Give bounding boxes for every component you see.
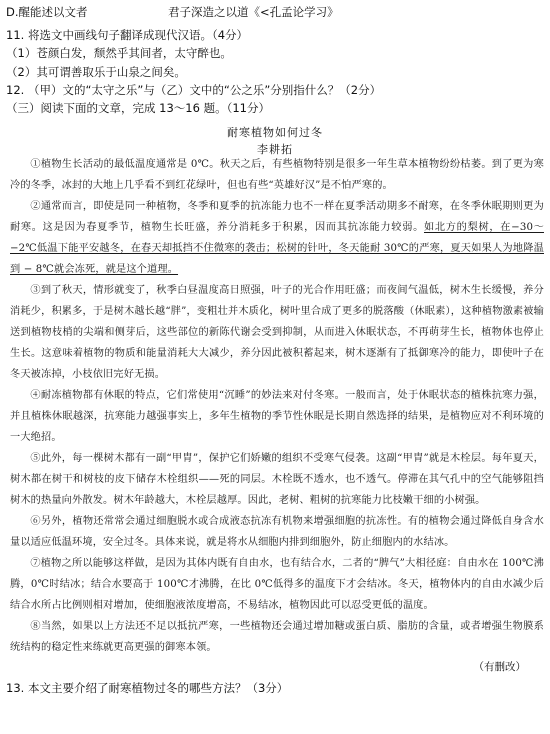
paragraph-5: ⑤此外，每一棵树木都有一副“甲胄”，保护它们娇嫩的组织不受寒气侵袭。这副“甲胄”就是木栓层。每年夏天，树木都在树干和树枝的皮下储存木栓组织——死的同层。木栓既不透水，也不透气。停滞在其气孔中的空气能够阻挡树木的热量向外散发。树木年龄越大，木栓层越厚。因此，老树、粗树的抗寒能力比枝嫩干细的小树强。 — [10, 453, 544, 506]
section-3-title: （三）阅读下面的文章，完成 13～16 题。（11分） — [6, 101, 270, 115]
option-d-line — [6, 4, 544, 20]
article-author: 李耕拓 — [257, 143, 293, 156]
paragraph-2-underlined: 如北方的梨树，在−30～−2℃低温下能平安越冬，在春天却抵挡不住微寒的袭击；松树的针叶，冬天能耐 30℃的严寒，夏天如果人为地降温到 − 8℃就会冻死，就是这个道理。 — [10, 222, 544, 275]
article-title: 耐寒植物如何过冬 — [227, 126, 323, 139]
question-13-title: 13. 本文主要介绍了耐寒植物过冬的哪些方法？（3分） — [6, 681, 289, 695]
edited-note: （有删改） — [473, 661, 526, 673]
paragraph-8: ⑧当然，如果以上方法还不足以抵抗严寒，一些植物还会通过增加糖或蛋白质、脂肪的含量，或者增强生物膜系统结构的稳定性来练就更高更强的御寒本领。 — [10, 621, 544, 653]
paragraph-2-text: ②通常而言，即使是同一种植物，冬季和夏季的抗冻能力也不一样在夏季活动期多不耐寒，在冬季休眠期则更为耐寒。这是因为春夏季节，植物生长旺盛，养分消耗多于积累，因而其抗冻能力较弱。 — [10, 201, 544, 233]
paragraph-7: ⑦植物之所以能够这样做，是因为其体内既有自由水，也有结合水，二者的“脾气”大相径庭：自由水在 100℃沸腾，0℃时结冰；结合水要高于 100℃才沸腾，在比 0℃低得多的温度下才会结冰。冬天，植物体内的自由水减少后结合水所占比例则相对增加，使细胞液浓度增高，不易结冰，植物因此可以忍受更低的温度。 — [10, 558, 544, 611]
paragraph-3: ③到了秋天，情形就变了，秋季白昼温度高日照强，叶子的光合作用旺盛；而夜间气温低，树木生长缓慢，养分消耗少，积累多，于是树木越长越“胖”，变粗壮并木质化，树叶里合成了更多的脱落酸（休眠素），这种植物激素被输送到植物枝梢的尖端和侧芽后，这些部位的新陈代谢会受到抑制，从而进入休眠状态，不再萌芽生长，植物体也停止生长。这意味着植物的物质和能量消耗大大减少，养分因此被积蓄起来，树木逐渐有了抵御寒冷的能力，即使叶子在冬天被冻掉，小枝依旧完好无损。 — [10, 285, 544, 380]
paragraph-4: ④耐冻植物都有休眠的特点，它们常使用“沉睡”的妙法来对付冬寒。一般而言，处于休眠状态的植株抗寒力强，并且植株休眠越深，抗寒能力越强事实上，多年生植物的季节性休眠是长期自然选择的结果，是植物应对不利环境的一大绝招。 — [10, 390, 544, 443]
question-11-title: 11. 将选文中画线句子翻译成现代汉语。（4分） — [6, 28, 249, 42]
question-11-item-1: （1）苍颜白发，颓然乎其间者，太守醉也。 — [6, 46, 232, 60]
question-12-title: 12. （甲）文的“太守之乐”与（乙）文中的“公之乐”分别指什么？（2分） — [6, 83, 382, 97]
paragraph-1: ①植物生长活动的最低温度通常是 0℃。秋天之后，有些植物特别是很多一年生草本植物纷纷枯萎。到了更为寒冷的冬季，冰封的大地上几乎看不到红花绿叶，但也有些“英雄好汉”是不怕严寒的。 — [10, 159, 544, 191]
option-d-text: D.醒能述以文者 — [6, 5, 88, 19]
paragraph-2 — [10, 196, 544, 280]
option-d-right-text: 君子深造之以道《<孔孟论学习》 — [168, 5, 339, 19]
paragraph-6: ⑥另外，植物还常常会通过细胞脱水或合成液态抗冻有机物来增强细胞的抗冻性。有的植物会通过降低自身含水量以适应低温环境，安全过冬。具体来说，就是将水从细胞内排到细胞外，防止细胞内的水结冰。 — [10, 516, 544, 548]
question-11-item-2: （2）其可谓善取乐于山泉之间矣。 — [6, 65, 186, 79]
